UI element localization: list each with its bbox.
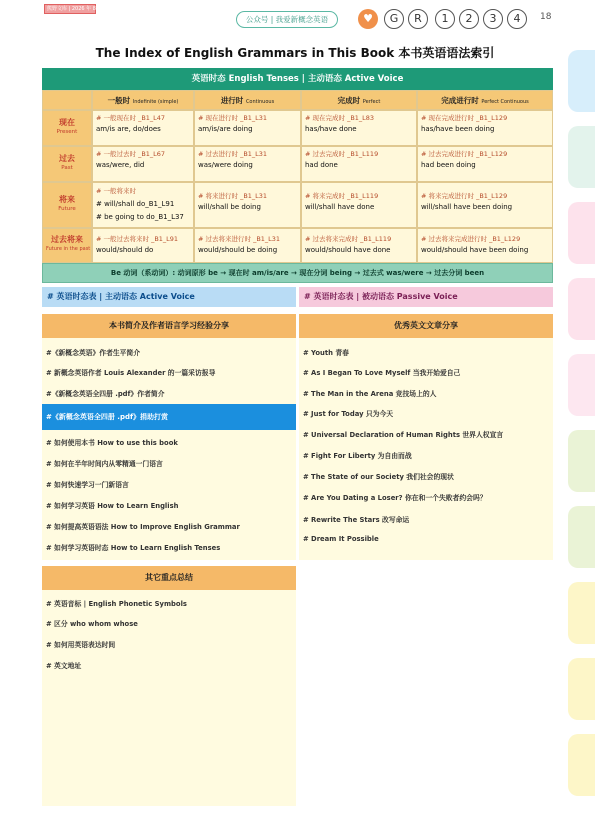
tense-cell-form: will/shall have done [305,203,375,211]
tense-cell-label[interactable]: # 过去完成时 _B1_L119 [305,150,379,158]
col-header-cn: 进行时 [220,96,244,105]
tense-cell-label[interactable]: # 过去完成进行时 _B1_L129 [421,150,508,158]
edge-tab-green[interactable] [568,126,595,188]
tense-cell-form: had done [305,161,338,169]
tense-cell-label[interactable]: # 过去将来进行时 _B1_L31 [198,235,281,243]
tense-cell[interactable] [194,146,301,182]
letter-g-badge[interactable]: G [384,9,404,29]
tense-cell-label[interactable]: # 过去将来完成时 _B1_L119 [305,235,392,243]
row-header-en: Future [58,206,76,212]
be-verb-row: Be 动词（系动词）: 动词原形 be → 现在时 am/is/are → 现在分词 being → 过去式 was/were → 过去分词 been [42,263,553,283]
tense-cell[interactable] [417,228,553,263]
tense-cell-label[interactable]: # 过去进行时 _B1_L31 [198,150,268,158]
tense-cell-label[interactable]: # 现在进行时 _B1_L31 [198,114,268,122]
tense-cell-label[interactable]: # 现在完成时 _B1_L83 [305,114,375,122]
tense-cell-label[interactable]: # 一般过去将来时 _B1_L91 [96,235,179,243]
tense-cell-form: am/is/are doing [198,125,253,133]
row-header-cn: 现在 [59,118,75,127]
corner-cell [42,90,92,110]
tense-cell[interactable] [417,146,553,182]
list-item[interactable]: # 如何提高英语语法 How to Improve English Grammar [46,523,240,531]
row-header-future [42,182,92,228]
list-item[interactable]: # As I Began To Love Myself 当我开始爱自己 [303,369,461,377]
tense-cell-label[interactable]: # 一般过去时 _B1_L67 [96,150,166,158]
list-item[interactable]: # Fight For Liberty 为自由而战 [303,452,412,460]
list-item[interactable]: #《新概念英语》作者生平简介 [46,349,141,357]
tense-cell-form: would/should have been doing [421,246,529,254]
tense-cell-form: was/were doing [198,161,253,169]
list-item[interactable]: # 如何使用本书 How to use this book [46,439,178,447]
list-item[interactable]: # 新概念英语作者 Louis Alexander 的一篇采访报导 [46,369,216,377]
tense-cell-label[interactable]: # 一般现在时 _B1_L47 [96,114,166,122]
row-header-cn: 过去将来 [51,235,83,244]
source-tag: 熊野文库 | 2026 年 8 月 [44,4,96,14]
edge-tab-pink-2[interactable] [568,278,595,340]
edge-tab-pink-3[interactable] [568,354,595,416]
tense-cell-label[interactable]: # 现在完成进行时 _B1_L129 [421,114,508,122]
row-header-past [42,146,92,182]
row-header-cn: 过去 [59,154,75,163]
list-item[interactable]: # Universal Declaration of Human Rights 世界人权宣言 [303,431,504,439]
tense-cell-form: had been doing [421,161,476,169]
list-item[interactable]: # Rewrite The Stars 改写命运 [303,516,410,524]
tense-cell[interactable] [301,228,417,263]
tense-cell-form: would/should be doing [198,246,278,254]
tense-cell-form: am/is are, do/does [96,125,161,133]
col-header-cn: 完成进行时 [441,96,479,105]
donate-link-highlighted[interactable]: #《新概念英语全四册 .pdf》捐助打赏 [42,404,296,430]
tense-cell[interactable] [194,228,301,263]
list-item[interactable]: # Are You Dating a Loser? 你在和一个失败者约会吗？ [303,494,487,502]
tense-cell[interactable] [92,182,194,228]
edge-tab-blue[interactable] [568,50,595,112]
col-header-perfect [301,90,417,110]
list-item[interactable]: # 英语音标 | English Phonetic Symbols [46,600,187,608]
active-voice-link[interactable]: # 英语时态表 | 主动语态 Active Voice [42,287,296,307]
list-item[interactable]: # 如何在半年时间内从零精通一门语言 [46,460,163,468]
row-header-en: Present [56,129,78,135]
edge-tab-yellow-3[interactable] [568,734,595,796]
list-item[interactable]: # 如何用英语表达时间 [46,641,116,649]
book-4-badge[interactable]: 4 [507,9,527,29]
list-item[interactable]: # Youth 青春 [303,349,349,357]
page-number: 18 [540,12,552,22]
col-header-en: Perfect Continuous [481,99,529,105]
list-item[interactable]: # Just for Today 只为今天 [303,410,394,418]
row-header-cn: 将来 [59,195,75,204]
tense-cell[interactable] [92,110,194,146]
tense-cell-form: has/have done [305,125,357,133]
tense-cell-form: would/should do [96,246,154,254]
tense-cell-label[interactable]: # 将来完成时 _B1_L119 [305,192,379,200]
tense-cell[interactable] [194,110,301,146]
col-header-en: Indefinite (simple) [132,99,179,105]
book-3-badge[interactable]: 3 [483,9,503,29]
tense-table-heading: 英语时态 English Tenses | 主动语态 Active Voice [42,68,553,90]
tense-cell[interactable] [417,110,553,146]
row-header-future-in-past [42,228,92,263]
other-panel [42,590,296,806]
edge-tab-yellow-1[interactable] [568,582,595,644]
list-item[interactable]: #《新概念英语全四册 .pdf》作者简介 [46,390,165,398]
col-header-en: Perfect [362,99,381,105]
essay-panel [299,338,553,560]
heart-icon[interactable]: ♥ [358,9,378,29]
row-header-present [42,110,92,146]
list-item[interactable]: # Dream It Possible [303,535,379,543]
tense-cell[interactable] [92,228,194,263]
list-item[interactable]: # 如何学习英语时态 How to Learn English Tenses [46,544,221,552]
tense-cell[interactable] [301,182,417,228]
list-item[interactable]: # 如何学习英语 How to Learn English [46,502,179,510]
edge-tab-pink-1[interactable] [568,202,595,264]
page-title: The Index of English Grammars in This Book 本书英语语法索引 [95,46,495,60]
col-header-en: Continuous [245,99,275,105]
tense-cell-form: would/should have done [305,246,391,254]
intro-panel [42,338,296,560]
tense-cell[interactable] [194,182,301,228]
wechat-account-pill[interactable]: 公众号 | 我爱新概念英语 [236,11,338,28]
tense-cell-form: was/were, did [96,161,145,169]
list-item[interactable]: # The State of our Society 我们社会的现状 [303,473,454,481]
other-panel-heading: 其它重点总结 [42,566,296,590]
letter-r-badge[interactable]: R [408,9,428,29]
col-header-simple [92,90,194,110]
list-item[interactable]: # 如何快速学习一门新语言 [46,481,129,489]
col-header-continuous [194,90,301,110]
list-item[interactable]: # 英文地址 [46,662,82,670]
list-item[interactable]: # The Man in the Arena 竞技场上的人 [303,390,437,398]
tense-cell-label[interactable]: # 一般将来时 [96,187,137,195]
tense-cell[interactable] [301,110,417,146]
tense-cell-form: will/shall have been doing [421,203,513,211]
tense-cell[interactable] [301,146,417,182]
tense-cell-form[interactable]: # will/shall do_B1_L91 [96,200,175,208]
book-2-badge[interactable]: 2 [459,9,479,29]
passive-voice-link[interactable]: # 英语时态表 | 被动语态 Passive Voice [299,287,553,307]
tense-cell[interactable] [417,182,553,228]
row-header-en: Past [61,165,73,171]
essay-panel-heading: 优秀英文文章分享 [299,314,553,338]
book-1-badge[interactable]: 1 [435,9,455,29]
tense-cell-label[interactable]: # 过去将来完成进行时 _B1_L129 [421,235,521,243]
edge-tab-yellow-2[interactable] [568,658,595,720]
edge-tab-lime-2[interactable] [568,506,595,568]
tense-cell-form[interactable]: # be going to do_B1_L37 [96,213,184,221]
tense-cell[interactable] [92,146,194,182]
tense-cell-label[interactable]: # 将来完成进行时 _B1_L129 [421,192,508,200]
col-header-cn: 完成时 [337,96,361,105]
intro-panel-heading: 本书简介及作者语言学习经验分享 [42,314,296,338]
col-header-cn: 一般时 [107,96,131,105]
row-header-en: Future in the past [46,246,91,252]
edge-tab-lime-1[interactable] [568,430,595,492]
tense-cell-label[interactable]: # 将来进行时 _B1_L31 [198,192,268,200]
tense-cell-form: has/have been doing [421,125,495,133]
col-header-perfect-continuous [417,90,553,110]
tense-cell-form: will/shall be doing [198,203,261,211]
list-item[interactable]: # 区分 who whom whose [46,620,138,628]
